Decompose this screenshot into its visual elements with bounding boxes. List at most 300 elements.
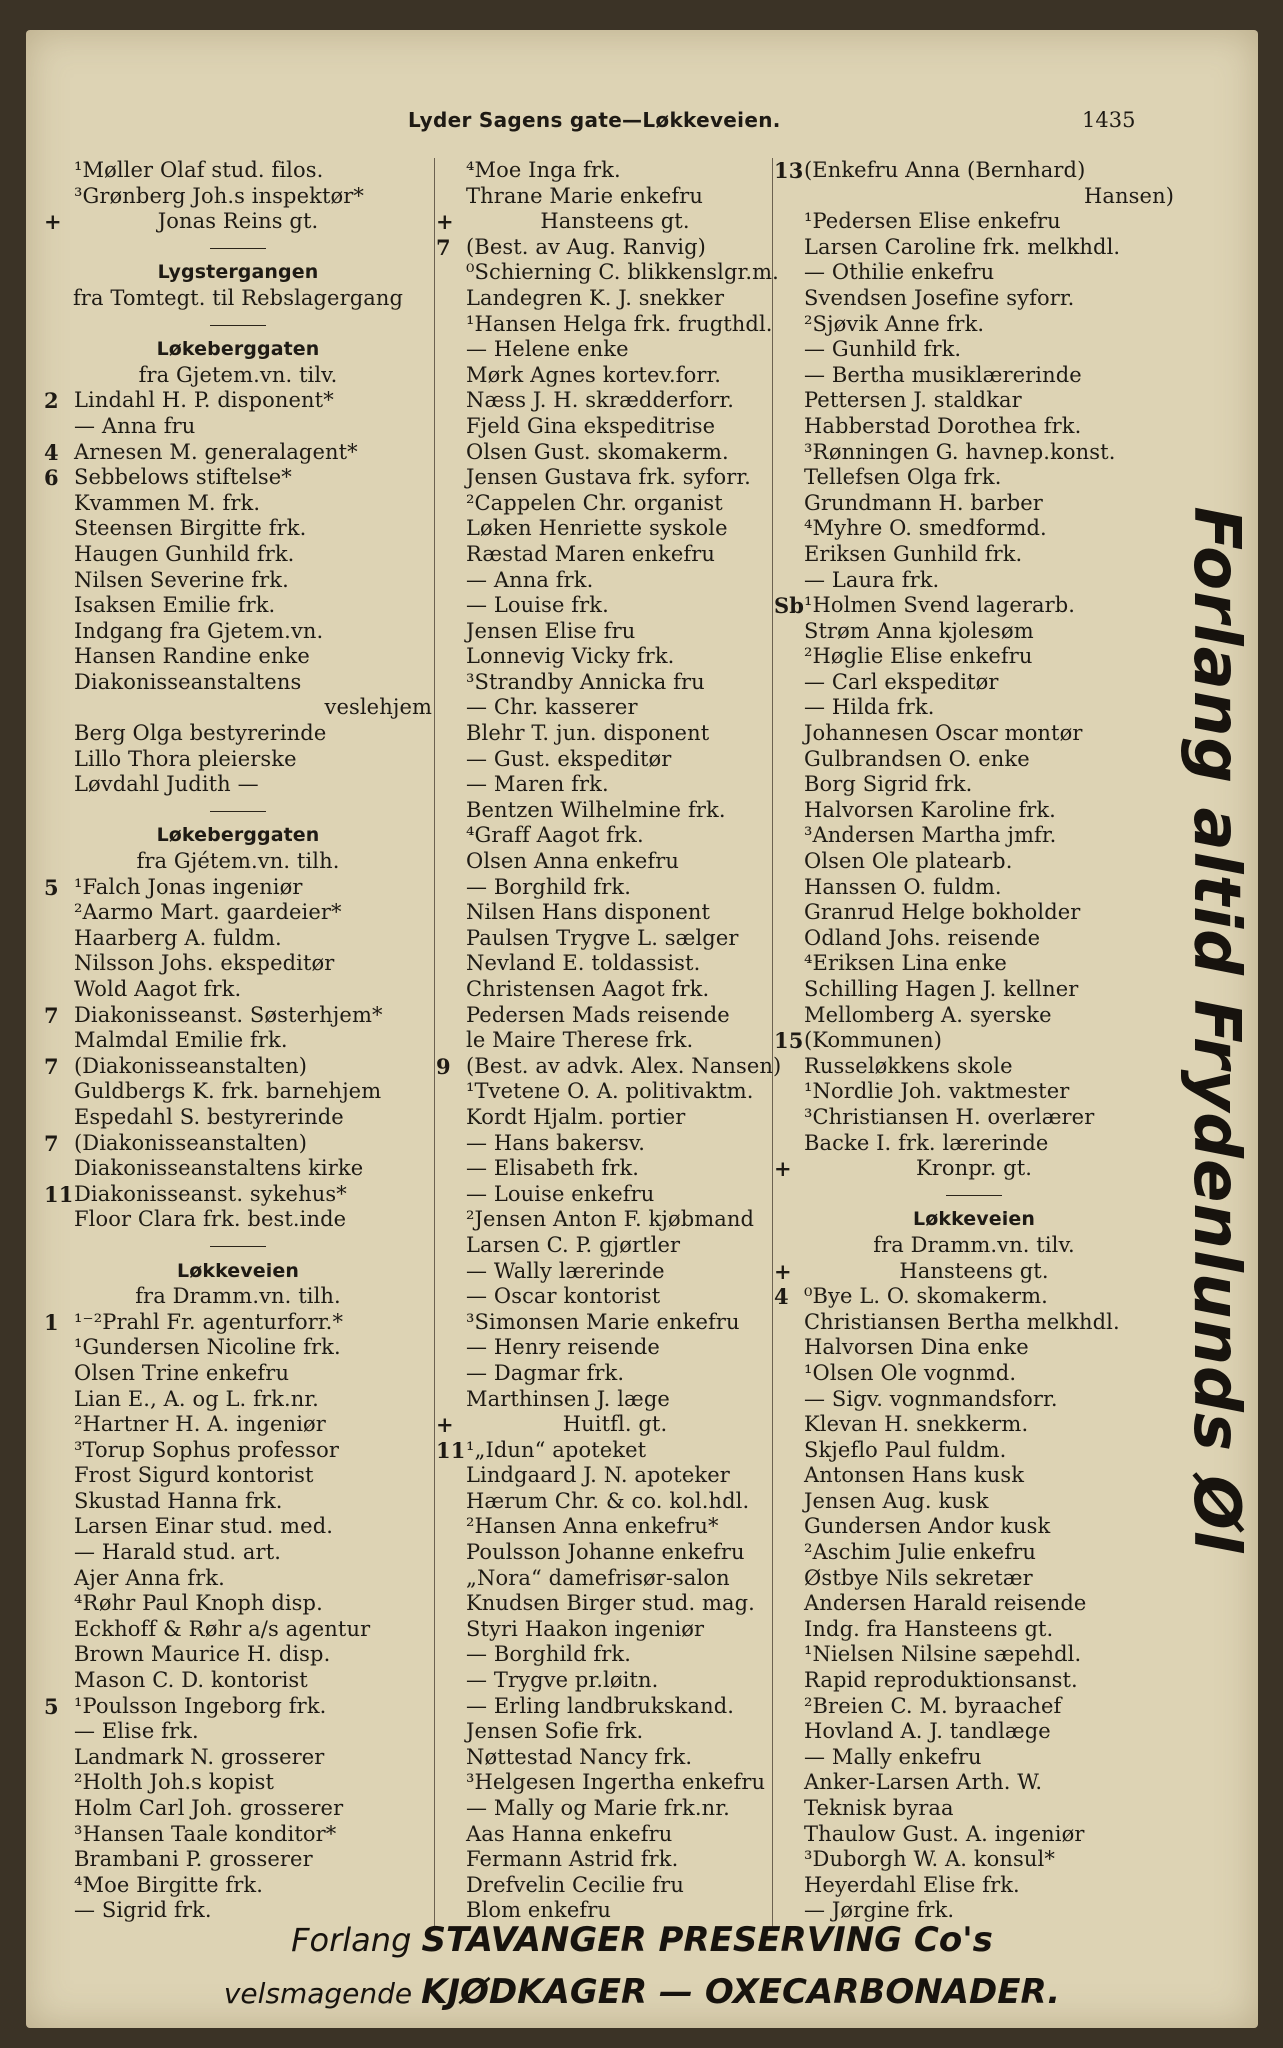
directory-entry xyxy=(436,695,794,721)
directory-entry xyxy=(436,1745,794,1771)
directory-entry xyxy=(774,619,1174,645)
directory-entry xyxy=(774,388,1174,414)
entry-continuation xyxy=(44,695,432,721)
directory-entry xyxy=(774,1387,1174,1413)
entry-text: Løvdahl Judith — xyxy=(74,772,259,797)
entry-text: Strøm Anna kjolesøm xyxy=(804,618,1034,643)
entry-text: ¹Pedersen Elise enkefru xyxy=(804,209,1061,234)
directory-entry xyxy=(436,747,794,773)
directory-entry xyxy=(44,1131,432,1157)
directory-entry xyxy=(44,1642,432,1668)
entry-text: Løkeberggaten xyxy=(156,824,320,847)
directory-entry xyxy=(436,491,794,517)
entry-text: Løkkeveien xyxy=(912,1208,1035,1231)
directory-entry xyxy=(436,1822,794,1848)
directory-entry xyxy=(44,1873,432,1899)
house-number: 7 xyxy=(436,234,451,260)
directory-entry xyxy=(774,1335,1174,1361)
entry-text: Anker-Larsen Arth. W. xyxy=(804,1770,1043,1795)
entry-text: Løkeberggaten xyxy=(156,338,320,361)
entry-text: Russeløkkens skole xyxy=(804,1053,1013,1078)
directory-entry xyxy=(436,286,794,312)
directory-entry xyxy=(436,235,794,261)
footer-ad-products: KJØDKAGER — OXECARBONADER. xyxy=(421,1972,1061,2012)
entry-text: Nilsson Johs. ekspeditør xyxy=(74,951,335,976)
directory-entry xyxy=(774,414,1174,440)
entry-text: Fjeld Gina ekspeditrise xyxy=(466,413,716,438)
directory-entry xyxy=(44,184,432,210)
entry-text: Løkkeveien xyxy=(176,1259,299,1282)
entry-text: (Best. av advk. Alex. Nansen) xyxy=(466,1053,782,1078)
entry-text: ¹Møller Olaf stud. filos. xyxy=(74,158,324,182)
entry-text: veslehjem xyxy=(324,695,432,720)
directory-entry xyxy=(774,1412,1174,1438)
directory-entry xyxy=(774,1054,1174,1080)
separator-rule xyxy=(44,312,432,338)
entry-text: Svendsen Josefine syforr. xyxy=(804,285,1075,310)
directory-entry xyxy=(44,465,432,491)
entry-text: Holm Carl Joh. grosserer xyxy=(74,1796,344,1820)
entry-text: Steensen Birgitte frk. xyxy=(74,516,307,541)
entry-text: ³Torup Sophus professor xyxy=(74,1437,339,1462)
directory-entry xyxy=(436,977,794,1003)
entry-text: Diakonisseanstaltens kirke xyxy=(74,1156,364,1181)
street-heading xyxy=(44,260,432,286)
directory-entry xyxy=(44,1694,432,1720)
directory-entry xyxy=(436,1489,794,1515)
directory-entry xyxy=(44,158,432,184)
entry-text: ³Grønberg Joh.s inspektør* xyxy=(74,183,364,208)
entry-text: Eriksen Gunhild frk. xyxy=(804,541,1023,566)
directory-entry xyxy=(44,1796,432,1822)
directory-entry xyxy=(436,670,794,696)
directory-entry xyxy=(436,1719,794,1745)
entry-text: fra Gjétem.vn. tilh. xyxy=(136,849,340,874)
entry-text: ¹Olsen Ole vognmd. xyxy=(804,1360,1017,1385)
directory-entry xyxy=(436,1028,794,1054)
directory-entry xyxy=(774,1438,1174,1464)
entry-text: Malmdal Emilie frk. xyxy=(74,1028,288,1053)
page-header xyxy=(26,108,1258,138)
entry-text: Ræstad Maren enkefru xyxy=(466,541,716,566)
entry-text: — Jørgine frk. xyxy=(804,1898,955,1923)
entry-text: ⁰Bye L. O. skomakerm. xyxy=(804,1284,1048,1309)
directory-entry xyxy=(436,1438,794,1464)
entry-text: Brambani P. grosserer xyxy=(74,1847,313,1872)
directory-entry xyxy=(774,312,1174,338)
directory-entry xyxy=(44,542,432,568)
entry-text: Espedahl S. bestyrerinde xyxy=(74,1104,344,1129)
entry-text: — Sigv. vognmandsforr. xyxy=(804,1386,1058,1411)
directory-entry xyxy=(436,1387,794,1413)
entry-text: Larsen Caroline frk. melkhdl. xyxy=(804,234,1121,259)
entry-text: ¹Nielsen Nilsine sæpehdl. xyxy=(804,1642,1082,1667)
street-note xyxy=(436,1412,794,1438)
entry-text: ¹Poulsson Ingeborg frk. xyxy=(74,1693,327,1718)
directory-entry xyxy=(436,1207,794,1233)
entry-text: — Helene enke xyxy=(466,337,629,362)
street-note xyxy=(44,363,432,389)
directory-entry xyxy=(774,772,1174,798)
section-separator xyxy=(44,1233,432,1259)
directory-entry xyxy=(774,465,1174,491)
entry-text: Diakonisseanst. Søsterhjem* xyxy=(74,1002,383,1027)
entry-text: ²Sjøvik Anne frk. xyxy=(804,311,985,336)
entry-text: — Elisabeth frk. xyxy=(466,1156,640,1181)
footer-ad-brand: STAVANGER PRESERVING Co's xyxy=(421,1920,993,1960)
directory-entry xyxy=(774,491,1174,517)
directory-entry xyxy=(774,1591,1174,1617)
directory-entry xyxy=(774,209,1174,235)
directory-entry xyxy=(44,1079,432,1105)
entry-text: ⁴Moe Inga frk. xyxy=(466,158,621,182)
directory-entry xyxy=(436,1233,794,1259)
entry-text: ³Christiansen H. overlærer xyxy=(804,1104,1095,1129)
directory-entry xyxy=(436,1105,794,1131)
entry-text: — Anna frk. xyxy=(466,567,594,592)
entry-text: — Trygve pr.løitn. xyxy=(466,1668,659,1693)
directory-entry xyxy=(436,619,794,645)
directory-entry xyxy=(44,619,432,645)
directory-entry xyxy=(774,1003,1174,1029)
directory-entry xyxy=(436,312,794,338)
directory-entry xyxy=(44,1310,432,1336)
entry-text: Halvorsen Dina enke xyxy=(804,1335,1029,1360)
entry-text: Blehr T. jun. disponent xyxy=(466,721,710,746)
entry-text: ²Cappelen Chr. organist xyxy=(466,490,723,515)
entry-text: — Othilie enkefru xyxy=(804,260,995,285)
entry-text: — Louise enkefru xyxy=(466,1181,655,1206)
directory-entry xyxy=(44,1745,432,1771)
entry-text: Hansteens gt. xyxy=(540,209,690,234)
column-2 xyxy=(436,158,794,1924)
directory-entry xyxy=(774,1745,1174,1771)
entry-text: ⁰Schierning C. blikkenslgr.m. xyxy=(466,260,779,285)
entry-text: — Borghild frk. xyxy=(466,874,632,899)
street-note xyxy=(436,209,794,235)
directory-entry xyxy=(774,1873,1174,1899)
directory-entry xyxy=(436,465,794,491)
entry-text: Lygstergangen xyxy=(157,261,319,284)
directory-entry xyxy=(774,235,1174,261)
directory-entry xyxy=(436,1310,794,1336)
entry-text: ³Hansen Taale konditor* xyxy=(74,1821,337,1846)
entry-text: Olsen Gust. skomakerm. xyxy=(466,439,729,464)
entry-text: Diakonisseanstaltens xyxy=(74,669,302,694)
entry-text: — Mally enkefru xyxy=(804,1744,982,1769)
entry-text: „Nora“ damefrisør-salon xyxy=(466,1565,730,1590)
directory-entry xyxy=(44,1591,432,1617)
directory-entry xyxy=(44,388,432,414)
directory-entry xyxy=(44,1335,432,1361)
column-3 xyxy=(774,158,1174,1924)
entry-text: Hansen) xyxy=(1084,183,1174,208)
entry-text: Thaulow Gust. A. ingeniør xyxy=(804,1821,1085,1846)
entry-text: (Kommunen) xyxy=(804,1028,942,1053)
directory-entry xyxy=(774,1463,1174,1489)
entry-text: Fermann Astrid frk. xyxy=(466,1847,679,1872)
directory-entry xyxy=(436,184,794,210)
directory-entry xyxy=(44,875,432,901)
entry-text: Olsen Anna enkefru xyxy=(466,849,679,874)
entry-text: Drefvelin Cecilie fru xyxy=(466,1872,684,1897)
street-note xyxy=(774,1156,1174,1182)
entry-text: Hærum Chr. & co. kol.hdl. xyxy=(466,1488,750,1513)
house-number: 7 xyxy=(44,1053,59,1079)
directory-entry xyxy=(436,1642,794,1668)
entry-text: Kvammen M. frk. xyxy=(74,490,261,515)
directory-entry xyxy=(774,1489,1174,1515)
entry-text: Frost Sigurd kontorist xyxy=(74,1463,314,1488)
footer-ad-lead: Forlang xyxy=(291,1921,422,1959)
entry-text: Huitfl. gt. xyxy=(562,1412,668,1437)
directory-entry xyxy=(436,593,794,619)
directory-entry xyxy=(44,1822,432,1848)
entry-text: Larsen Einar stud. med. xyxy=(74,1514,334,1539)
directory-entry xyxy=(436,1770,794,1796)
directory-entry xyxy=(774,1079,1174,1105)
entry-text: ²Hansen Anna enkefru* xyxy=(466,1514,719,1539)
entry-text: ¹„Idun“ apoteket xyxy=(466,1437,647,1462)
directory-entry xyxy=(436,1668,794,1694)
directory-entry xyxy=(436,1796,794,1822)
side-advertisement-text: Forlang altid Frydenlunds Øl xyxy=(1179,506,1253,1554)
entry-text: ³Rønningen G. havnep.konst. xyxy=(804,439,1116,464)
separator-rule xyxy=(44,235,432,261)
entry-text: — Henry reisende xyxy=(466,1335,660,1360)
entry-text: Hansen Randine enke xyxy=(74,644,310,669)
directory-entry xyxy=(436,337,794,363)
entry-text: Grundmann H. barber xyxy=(804,490,1043,515)
entry-text: ⁴Eriksen Lina enke xyxy=(804,951,1007,976)
directory-entry xyxy=(44,1489,432,1515)
entry-text: ³Andersen Martha jmfr. xyxy=(804,823,1057,848)
entry-text: Lindahl H. P. disponent* xyxy=(74,388,334,413)
directory-entry xyxy=(436,440,794,466)
house-number: 5 xyxy=(44,874,59,900)
cross-street-marker: + xyxy=(436,209,454,235)
directory-entry xyxy=(436,1566,794,1592)
entry-text: ¹Hansen Helga frk. frugthdl. xyxy=(466,311,773,336)
entry-text: ²Hartner H. A. ingeniør xyxy=(74,1412,326,1437)
entry-text: Gulbrandsen O. enke xyxy=(804,746,1030,771)
entry-text: ³Helgesen Ingertha enkefru xyxy=(466,1770,766,1795)
directory-entry xyxy=(774,900,1174,926)
directory-entry xyxy=(774,1719,1174,1745)
directory-entry xyxy=(436,644,794,670)
entry-text: Ajer Anna frk. xyxy=(74,1565,225,1590)
entry-text: — Elise frk. xyxy=(74,1719,199,1744)
entry-text: Mellomberg A. syerske xyxy=(804,1002,1052,1027)
entry-text: Lonnevig Vicky frk. xyxy=(466,644,675,669)
directory-entry xyxy=(436,721,794,747)
directory-entry xyxy=(774,1566,1174,1592)
street-heading xyxy=(44,1259,432,1285)
entry-text: Lian E., A. og L. frk.nr. xyxy=(74,1386,319,1411)
entry-text: Isaksen Emilie frk. xyxy=(74,593,276,618)
directory-entry xyxy=(774,440,1174,466)
entry-text: — Maren frk. xyxy=(466,772,609,797)
side-advertisement xyxy=(1171,470,1261,1590)
entry-text: Heyerdahl Elise frk. xyxy=(804,1872,1020,1897)
directory-entry xyxy=(44,900,432,926)
directory-entry xyxy=(436,1131,794,1157)
directory-entry xyxy=(44,1514,432,1540)
directory-entry xyxy=(436,542,794,568)
street-heading xyxy=(44,823,432,849)
directory-entry xyxy=(44,1566,432,1592)
entry-text: ²Jensen Anton F. kjøbmand xyxy=(466,1207,755,1232)
directory-entry xyxy=(44,414,432,440)
entry-text: Floor Clara frk. best.inde xyxy=(74,1207,347,1232)
entry-text: Skjeflo Paul fuldm. xyxy=(804,1437,1007,1462)
entry-text: ²Høglie Elise enkefru xyxy=(804,644,1033,669)
house-number: Sb xyxy=(774,593,805,619)
directory-entry xyxy=(774,1694,1174,1720)
directory-entry xyxy=(436,849,794,875)
entry-text: (Best. av Aug. Ranvig) xyxy=(466,234,706,259)
directory-entry xyxy=(774,1617,1174,1643)
directory-entry xyxy=(774,951,1174,977)
entry-text: ⁴Moe Birgitte frk. xyxy=(74,1872,264,1897)
directory-entry xyxy=(44,1668,432,1694)
entry-text: Odland Johs. reisende xyxy=(804,925,1041,950)
entry-text: Mason C. D. kontorist xyxy=(74,1668,308,1693)
entry-text: ³Simonsen Marie enkefru xyxy=(466,1309,740,1334)
directory-entry xyxy=(44,1847,432,1873)
directory-entry xyxy=(436,1463,794,1489)
directory-entry xyxy=(436,414,794,440)
cross-street-marker: + xyxy=(44,209,62,235)
footer-advertisement-line-2 xyxy=(26,1972,1258,2012)
entry-text: — Gust. ekspeditør xyxy=(466,746,672,771)
house-number: 6 xyxy=(44,465,59,491)
directory-entry xyxy=(436,798,794,824)
entry-text: — Louise frk. xyxy=(466,593,609,618)
entry-text: ¹Holmen Svend lagerarb. xyxy=(804,593,1076,618)
directory-entry xyxy=(774,670,1174,696)
entry-text: Wold Aagot frk. xyxy=(74,977,242,1001)
directory-entry xyxy=(774,1361,1174,1387)
entry-text: Tellefsen Olga frk. xyxy=(804,465,1002,490)
entry-text: Rapid reproduktionsanst. xyxy=(804,1668,1078,1693)
directory-entry xyxy=(436,875,794,901)
entry-text: ²Aschim Julie enkefru xyxy=(804,1540,1036,1565)
page-title: Lyder Sagens gate—Løkkeveien. xyxy=(408,108,781,132)
directory-entry xyxy=(436,1591,794,1617)
directory-entry xyxy=(44,516,432,542)
house-number: 2 xyxy=(44,388,59,414)
directory-entry xyxy=(774,875,1174,901)
entry-text: Jensen Sofie frk. xyxy=(466,1719,644,1744)
house-number: 1 xyxy=(44,1309,59,1335)
entry-text: Habberstad Dorothea frk. xyxy=(804,413,1082,438)
directory-entry xyxy=(774,286,1174,312)
entry-text: ²Aarmo Mart. gaardeier* xyxy=(74,900,342,925)
directory-entry xyxy=(436,1694,794,1720)
entry-text: Sebbelows stiftelse* xyxy=(74,465,292,490)
entry-text: Schilling Hagen J. kellner xyxy=(804,977,1079,1001)
directory-entry xyxy=(44,1361,432,1387)
footer-ad-lead-2: velsmagende xyxy=(223,1977,422,2010)
entry-text: ³Strandby Annicka fru xyxy=(466,669,705,694)
entry-text: Næss J. H. skrædderforr. xyxy=(466,388,735,413)
entry-text: Kordt Hjalm. portier xyxy=(466,1104,686,1129)
entry-text: — Oscar kontorist xyxy=(466,1284,661,1309)
street-note xyxy=(774,1233,1174,1259)
entry-text: — Laura frk. xyxy=(804,567,940,592)
directory-entry xyxy=(44,1105,432,1131)
directory-entry xyxy=(44,670,432,696)
entry-text: Hanssen O. fuldm. xyxy=(804,874,1002,899)
column-divider xyxy=(434,158,435,1930)
directory-entry xyxy=(436,900,794,926)
separator-rule xyxy=(44,798,432,824)
entry-text: — Sigrid frk. xyxy=(74,1898,212,1923)
entry-text: Paulsen Trygve L. sælger xyxy=(466,925,739,950)
entry-text: Indgang fra Gjetem.vn. xyxy=(74,618,324,643)
entry-text: Marthinsen J. læge xyxy=(466,1386,670,1411)
street-note xyxy=(774,1259,1174,1285)
entry-text: Pedersen Mads reisende xyxy=(466,1002,730,1027)
cross-street-marker: + xyxy=(774,1258,792,1284)
entry-text: fra Dramm.vn. tilh. xyxy=(135,1284,341,1309)
entry-text: Halvorsen Karoline frk. xyxy=(804,797,1056,822)
entry-text: (Diakonisseanstalten) xyxy=(74,1053,308,1078)
entry-text: — Hans bakersv. xyxy=(466,1130,645,1155)
footer-advertisement-line-1 xyxy=(26,1920,1258,1960)
house-number: 4 xyxy=(774,1284,789,1310)
directory-entry xyxy=(436,1361,794,1387)
directory-entry xyxy=(774,1847,1174,1873)
directory-entry xyxy=(774,1284,1174,1310)
directory-entry xyxy=(44,440,432,466)
directory-entry xyxy=(774,1540,1174,1566)
entry-text: ⁴Røhr Paul Knoph disp. xyxy=(74,1591,323,1616)
directory-entry xyxy=(436,1182,794,1208)
street-heading xyxy=(774,1207,1174,1233)
directory-entry xyxy=(774,977,1174,1003)
entry-text: Nilsen Hans disponent xyxy=(466,900,711,925)
street-heading xyxy=(44,337,432,363)
directory-entry xyxy=(436,1054,794,1080)
directory-entry xyxy=(436,1617,794,1643)
directory-entry xyxy=(44,1028,432,1054)
house-number: 5 xyxy=(44,1693,59,1719)
entry-text: Christensen Aagot frk. xyxy=(466,977,710,1001)
directory-entry xyxy=(774,1770,1174,1796)
entry-text: Antonsen Hans kusk xyxy=(804,1463,1025,1488)
directory-entry xyxy=(436,1335,794,1361)
entry-text: Landegren K. J. snekker xyxy=(466,285,725,310)
entry-text: Landmark N. grosserer xyxy=(74,1744,325,1769)
directory-entry xyxy=(436,568,794,594)
section-separator xyxy=(44,312,432,338)
separator-rule xyxy=(44,1233,432,1259)
house-number: 7 xyxy=(44,1130,59,1156)
directory-entry xyxy=(436,1079,794,1105)
entry-text: Larsen C. P. gjørtler xyxy=(466,1232,681,1257)
directory-entry xyxy=(44,977,432,1003)
directory-entry xyxy=(44,1054,432,1080)
directory-entry xyxy=(44,1207,432,1233)
entry-text: (Enkefru Anna (Bernhard) xyxy=(804,158,1086,182)
entry-text: — Chr. kasserer xyxy=(466,695,638,720)
directory-entry xyxy=(774,644,1174,670)
entry-text: Haarberg A. fuldm. xyxy=(74,925,282,950)
entry-text: Johannesen Oscar montør xyxy=(804,721,1083,746)
separator-rule xyxy=(774,1182,1174,1208)
